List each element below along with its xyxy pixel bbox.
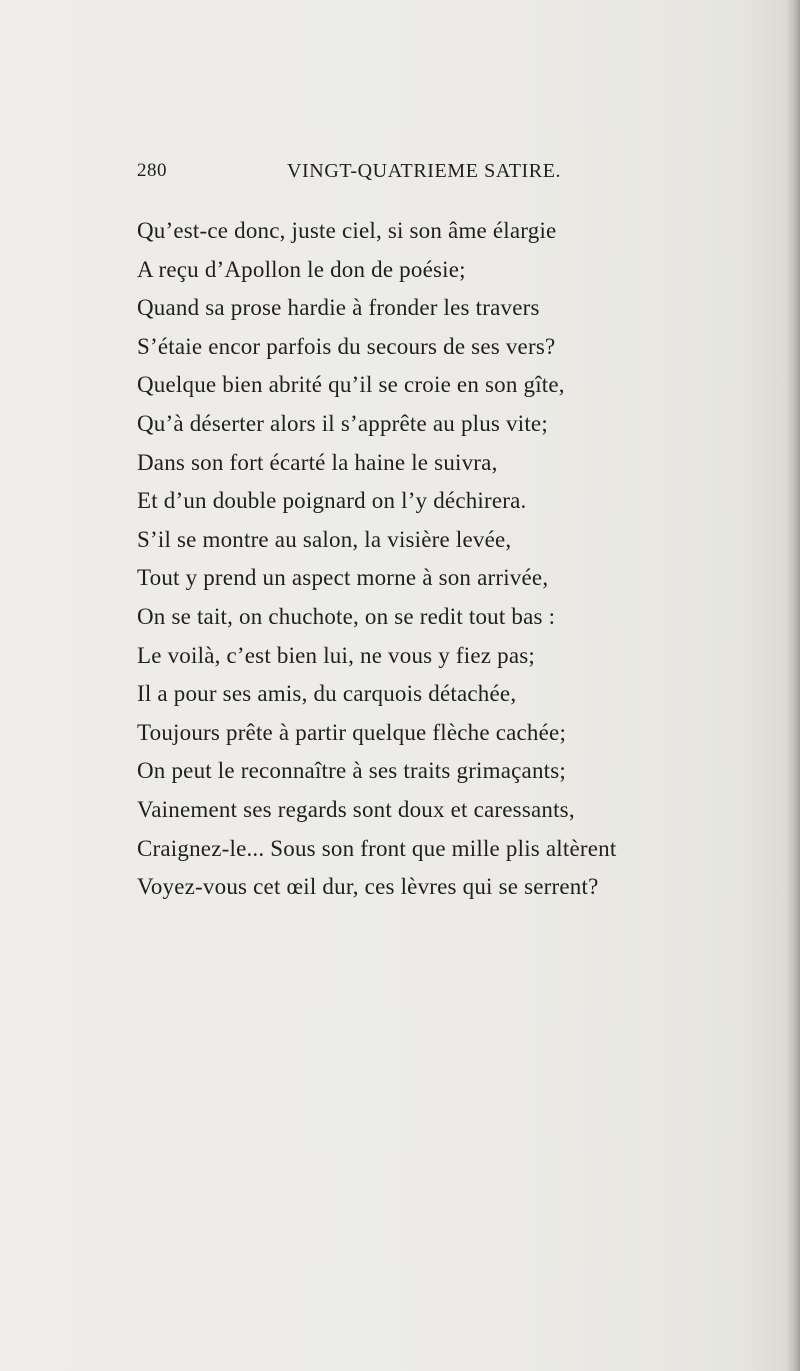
page-number: 280 (137, 160, 167, 181)
running-header (137, 160, 607, 190)
poem-text (137, 212, 737, 907)
verse-line: S’il se montre au salon, la visière levée, (137, 526, 512, 552)
verse-line: Tout y prend un aspect morne à son arrivée, (137, 565, 549, 591)
verse-line: Le voilà, c’est bien lui, ne vous y fiez pas; (137, 642, 535, 668)
verse-line: On peut le reconnaître à ses traits grimaçants; (137, 758, 566, 784)
page-edge-shadow (786, 0, 800, 1371)
verse-line: Et d’un double poignard on l’y déchirera. (137, 488, 527, 514)
verse-line: Il a pour ses amis, du carquois détachée, (137, 681, 517, 707)
verse-line: On se tait, on chuchote, on se redit tout bas : (137, 603, 556, 629)
verse-line: Vainement ses regards sont doux et caressants, (137, 796, 575, 822)
verse-line: Craignez-le... Sous son front que mille plis altèrent (137, 835, 617, 861)
verse-line: Qu’à déserter alors il s’apprête au plus vite; (137, 410, 548, 436)
verse-line: Quand sa prose hardie à fronder les travers (137, 295, 540, 321)
verse-line: Dans son fort écarté la haine le suivra, (137, 449, 498, 475)
verse-line: Voyez-vous cet œil dur, ces lèvres qui se serrent? (137, 874, 599, 900)
verse-line: S’étaie encor parfois du secours de ses vers? (137, 333, 556, 359)
running-title: VINGT-QUATRIEME SATIRE. (287, 160, 562, 182)
verse-line: Toujours prête à partir quelque flèche cachée; (137, 719, 567, 745)
verse-line: Qu’est-ce donc, juste ciel, si son âme élargie (137, 218, 557, 243)
verse-line: Quelque bien abrité qu’il se croie en son gîte, (137, 372, 565, 398)
verse-line: A reçu d’Apollon le don de poésie; (137, 256, 466, 282)
